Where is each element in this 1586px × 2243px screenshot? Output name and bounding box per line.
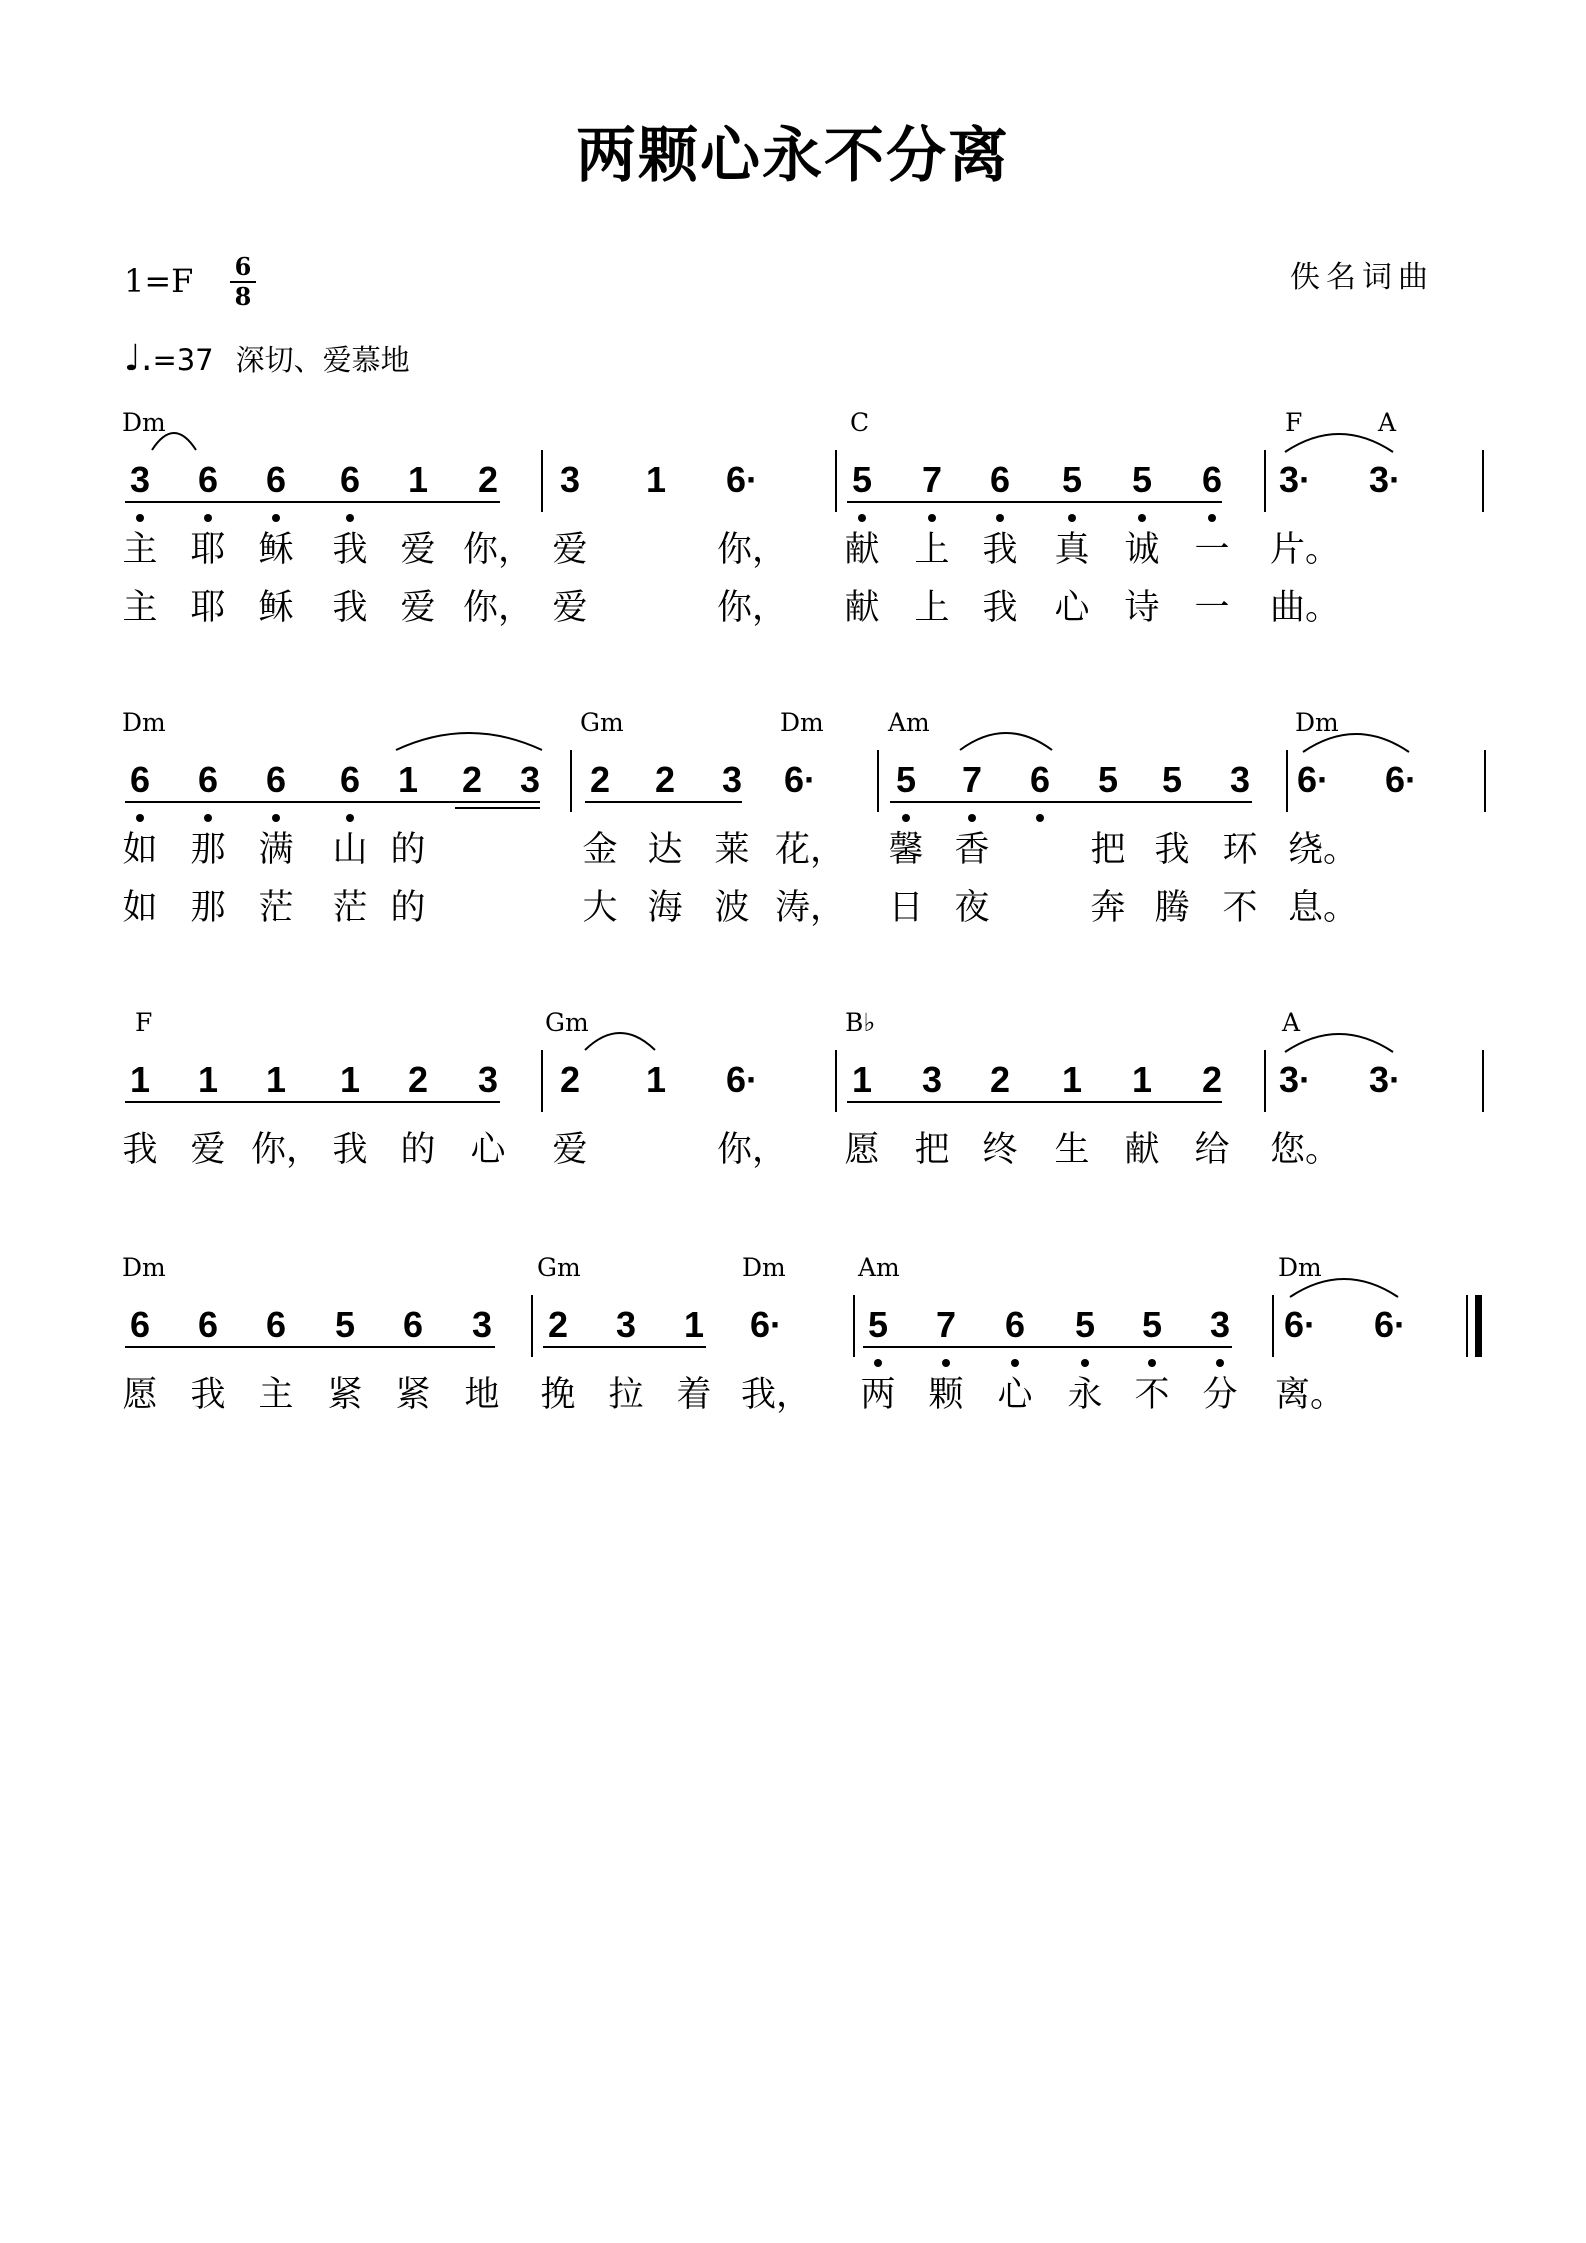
eighth-beam — [125, 801, 540, 803]
chord-symbol: Dm — [1295, 708, 1339, 737]
lyric-syllable: 如 — [122, 888, 158, 928]
lyric-syllable: 爱 — [552, 1130, 588, 1170]
lyric-syllable: 颗 — [928, 1375, 964, 1415]
octave-dot-below — [928, 514, 936, 522]
note: 1 — [1061, 1059, 1083, 1100]
chord-symbol: Dm — [1278, 1253, 1322, 1282]
note: 3 — [129, 459, 151, 500]
note: 2 — [547, 1304, 569, 1345]
lyric-syllable: 诚 — [1124, 530, 1160, 570]
lyric-syllable: 愿 — [122, 1375, 158, 1415]
barline — [1484, 750, 1486, 812]
lyric-syllable: 绕。 — [1288, 830, 1359, 870]
note: 1 — [129, 1059, 151, 1100]
lyric-syllable: 我 — [190, 1375, 226, 1415]
note: 2 — [989, 1059, 1011, 1100]
octave-dot-below — [902, 814, 910, 822]
lyric-syllable: 爱 — [552, 588, 588, 628]
note: 6 — [129, 759, 151, 800]
lyric-syllable: 你， — [251, 1130, 322, 1170]
barline — [570, 750, 572, 812]
note: 1 — [645, 1059, 667, 1100]
lyric-syllable: 腾 — [1154, 888, 1190, 928]
slur — [585, 1033, 655, 1050]
lyric-syllable: 馨 — [888, 830, 924, 870]
chord-symbol: Am — [858, 1253, 900, 1282]
octave-dot-below — [1068, 514, 1076, 522]
lyric-syllable: 你， — [463, 588, 534, 628]
note: 3 — [721, 759, 743, 800]
note: 5 — [1097, 759, 1119, 800]
note: 6· — [1384, 759, 1417, 800]
lyric-syllable: 爱 — [400, 588, 436, 628]
note: 3 — [559, 459, 581, 500]
note: 6· — [725, 459, 758, 500]
lyric-syllable: 稣 — [258, 588, 294, 628]
note: 2 — [477, 459, 499, 500]
note: 1 — [397, 759, 419, 800]
note: 5 — [1131, 459, 1153, 500]
eighth-beam — [890, 801, 1252, 803]
note: 1 — [683, 1304, 705, 1345]
lyric-syllable: 挽 — [540, 1375, 576, 1415]
composer-credit: 佚名词曲 — [1290, 260, 1434, 295]
lyric-syllable: 爱 — [400, 530, 436, 570]
note: 6 — [197, 459, 219, 500]
octave-dot-below — [874, 1359, 882, 1367]
lyric-syllable: 爱 — [552, 530, 588, 570]
lyric-syllable: 的 — [400, 1130, 436, 1170]
lyric-syllable: 献 — [844, 530, 880, 570]
note: 3· — [1278, 1059, 1311, 1100]
lyric-syllable: 奔 — [1090, 888, 1126, 928]
note: 5 — [895, 759, 917, 800]
lyric-syllable: 献 — [1124, 1130, 1160, 1170]
expression-text: 深切、爱慕地 — [235, 343, 410, 377]
lyric-syllable: 耶 — [190, 588, 226, 628]
chord-symbol: Gm — [580, 708, 624, 737]
lyric-syllable: 曲。 — [1270, 588, 1341, 628]
octave-dot-below — [1216, 1359, 1224, 1367]
song-title: 两颗心永不分离 — [576, 121, 1010, 191]
lyric-syllable: 我 — [982, 588, 1018, 628]
note: 6 — [265, 759, 287, 800]
note: 6 — [197, 759, 219, 800]
eighth-beam — [847, 501, 1222, 503]
octave-dot-below — [1208, 514, 1216, 522]
eighth-beam — [585, 801, 742, 803]
note: 1 — [851, 1059, 873, 1100]
tempo-value: =37 — [152, 343, 214, 377]
eighth-beam — [847, 1101, 1222, 1103]
lyric-syllable: 的 — [390, 888, 426, 928]
lyric-syllable: 不 — [1134, 1375, 1170, 1415]
lyric-syllable: 金 — [582, 830, 618, 870]
lyric-syllable: 如 — [122, 830, 158, 870]
note: 6 — [339, 459, 361, 500]
lyric-syllable: 上 — [914, 588, 950, 628]
note: 3 — [1209, 1304, 1231, 1345]
lyric-syllable: 紧 — [327, 1375, 363, 1415]
note: 6 — [402, 1304, 424, 1345]
note: 6· — [1373, 1304, 1406, 1345]
octave-dot-below — [346, 514, 354, 522]
note: 2 — [1201, 1059, 1223, 1100]
lyric-syllable: 终 — [982, 1130, 1018, 1170]
note: 3· — [1368, 459, 1401, 500]
note: 1 — [339, 1059, 361, 1100]
note: 3 — [519, 759, 541, 800]
lyric-syllable: 把 — [1090, 830, 1126, 870]
lyric-syllable: 心 — [1054, 588, 1090, 628]
lyric-syllable: 主 — [122, 530, 158, 570]
lyric-syllable: 把 — [914, 1130, 950, 1170]
octave-dot-below — [136, 514, 144, 522]
lyric-syllable: 心 — [997, 1375, 1033, 1415]
lyric-syllable: 上 — [914, 530, 950, 570]
note: 6 — [265, 1304, 287, 1345]
chord-symbol: Dm — [122, 708, 166, 737]
note: 3 — [471, 1304, 493, 1345]
note: 7 — [921, 459, 943, 500]
lyric-syllable: 茫 — [258, 888, 294, 928]
note: 1 — [197, 1059, 219, 1100]
lyric-syllable: 我 — [1154, 830, 1190, 870]
lyric-syllable: 着 — [676, 1375, 712, 1415]
dotted-quarter-note-icon: ♩. — [124, 338, 153, 379]
note: 3 — [921, 1059, 943, 1100]
lyric-syllable: 你， — [463, 530, 534, 570]
note: 1 — [1131, 1059, 1153, 1100]
note: 5 — [334, 1304, 356, 1345]
note: 2 — [407, 1059, 429, 1100]
lyric-syllable: 给 — [1194, 1130, 1230, 1170]
lyric-syllable: 波 — [714, 888, 750, 928]
note: 6· — [783, 759, 816, 800]
note: 6 — [129, 1304, 151, 1345]
note: 5 — [1141, 1304, 1163, 1345]
octave-dot-below — [136, 814, 144, 822]
lyric-syllable: 片。 — [1270, 530, 1341, 570]
chord-symbol: Gm — [545, 1008, 589, 1037]
octave-dot-below — [1148, 1359, 1156, 1367]
note: 5 — [851, 459, 873, 500]
note: 2 — [559, 1059, 581, 1100]
lyric-syllable: 那 — [190, 830, 226, 870]
chord-symbol: Dm — [122, 1253, 166, 1282]
chord-symbol: A — [1282, 1008, 1301, 1037]
octave-dot-below — [204, 814, 212, 822]
lyric-syllable: 环 — [1222, 830, 1258, 870]
lyric-syllable: 离。 — [1275, 1375, 1346, 1415]
lyric-syllable: 分 — [1202, 1375, 1238, 1415]
lyric-syllable: 紧 — [395, 1375, 431, 1415]
lyric-syllable: 稣 — [258, 530, 294, 570]
chord-symbol: A — [1378, 408, 1397, 437]
lyric-syllable: 永 — [1067, 1375, 1103, 1415]
final-barline-thick — [1475, 1295, 1482, 1357]
lyric-syllable: 我 — [122, 1130, 158, 1170]
eighth-beam — [125, 501, 500, 503]
octave-dot-below — [1036, 814, 1044, 822]
lyric-syllable: 主 — [122, 588, 158, 628]
octave-dot-below — [996, 514, 1004, 522]
key-signature: 1=F — [124, 262, 194, 300]
note: 6· — [1283, 1304, 1316, 1345]
chord-symbol: Gm — [537, 1253, 581, 1282]
lyric-syllable: 我 — [332, 1130, 368, 1170]
octave-dot-below — [858, 514, 866, 522]
lyric-syllable: 你， — [717, 1130, 788, 1170]
slur — [396, 733, 542, 750]
lyric-syllable: 生 — [1054, 1130, 1090, 1170]
lyric-syllable: 茫 — [332, 888, 368, 928]
note: 1 — [407, 459, 429, 500]
note: 5 — [1161, 759, 1183, 800]
lyric-syllable: 拉 — [608, 1375, 644, 1415]
chord-symbol: F — [135, 1008, 153, 1037]
eighth-beam — [125, 1346, 495, 1348]
barline — [1264, 1050, 1266, 1112]
slur — [960, 733, 1052, 750]
chord-symbol: Dm — [780, 708, 824, 737]
note: 3 — [1229, 759, 1251, 800]
lyric-syllable: 我 — [332, 530, 368, 570]
chord-symbol: C — [850, 408, 870, 437]
barline — [877, 750, 879, 812]
lyric-syllable: 献 — [844, 588, 880, 628]
lyric-syllable: 香 — [954, 830, 990, 870]
octave-dot-below — [272, 814, 280, 822]
note: 2 — [654, 759, 676, 800]
chord-symbol: Am — [888, 708, 930, 737]
barline — [541, 1050, 543, 1112]
barline — [1272, 1295, 1274, 1357]
lyric-syllable: 日 — [888, 888, 924, 928]
note: 3· — [1278, 459, 1311, 500]
lyric-syllable: 愿 — [844, 1130, 880, 1170]
barline — [853, 1295, 855, 1357]
lyric-syllable: 耶 — [190, 530, 226, 570]
barline — [1286, 750, 1288, 812]
note: 7 — [935, 1304, 957, 1345]
lyric-syllable: 诗 — [1124, 588, 1160, 628]
lyric-syllable: 爱 — [190, 1130, 226, 1170]
chord-symbol: B♭ — [845, 1008, 876, 1037]
lyric-syllable: 山 — [332, 830, 368, 870]
barline — [541, 450, 543, 512]
meter-denominator: 8 — [234, 282, 252, 311]
meter-numerator: 6 — [234, 252, 252, 281]
lyric-syllable: 心 — [470, 1130, 506, 1170]
barline — [1482, 450, 1484, 512]
tie — [1285, 1034, 1393, 1052]
octave-dot-below — [346, 814, 354, 822]
lyric-syllable: 你， — [717, 588, 788, 628]
note: 6· — [725, 1059, 758, 1100]
note: 6 — [197, 1304, 219, 1345]
final-barline-thin — [1466, 1295, 1468, 1357]
octave-dot-below — [968, 814, 976, 822]
lyric-syllable: 主 — [258, 1375, 294, 1415]
lyric-syllable: 海 — [647, 888, 683, 928]
barline — [835, 450, 837, 512]
barline — [1482, 1050, 1484, 1112]
chord-symbol: Dm — [122, 408, 166, 437]
lyric-syllable: 我 — [332, 588, 368, 628]
octave-dot-below — [1011, 1359, 1019, 1367]
octave-dot-below — [1081, 1359, 1089, 1367]
lyric-syllable: 地 — [464, 1375, 500, 1415]
lyric-syllable: 一 — [1194, 530, 1230, 570]
note: 1 — [265, 1059, 287, 1100]
lyric-syllable: 真 — [1054, 530, 1090, 570]
lyric-syllable: 的 — [390, 830, 426, 870]
lyric-syllable: 那 — [190, 888, 226, 928]
lyric-syllable: 满 — [258, 830, 294, 870]
lyric-syllable: 不 — [1222, 888, 1258, 928]
note: 2 — [589, 759, 611, 800]
note: 6· — [1296, 759, 1329, 800]
note: 7 — [961, 759, 983, 800]
note: 6 — [1029, 759, 1051, 800]
note: 2 — [461, 759, 483, 800]
note: 3· — [1368, 1059, 1401, 1100]
chord-symbol: Dm — [742, 1253, 786, 1282]
lyric-syllable: 我 — [982, 530, 1018, 570]
note: 1 — [645, 459, 667, 500]
lyric-syllable: 达 — [647, 830, 683, 870]
note: 5 — [1074, 1304, 1096, 1345]
octave-dot-below — [942, 1359, 950, 1367]
octave-dot-below — [1138, 514, 1146, 522]
lyric-syllable: 您。 — [1270, 1130, 1341, 1170]
octave-dot-below — [272, 514, 280, 522]
eighth-beam — [125, 1101, 500, 1103]
lyric-syllable: 莱 — [714, 830, 750, 870]
lyric-syllable: 一 — [1194, 588, 1230, 628]
lyric-syllable: 夜 — [954, 888, 990, 928]
note: 6· — [749, 1304, 782, 1345]
note: 5 — [867, 1304, 889, 1345]
lyric-syllable: 息。 — [1288, 888, 1359, 928]
barline — [1264, 450, 1266, 512]
note: 6 — [339, 759, 361, 800]
sixteenth-beam — [455, 807, 540, 809]
octave-dot-below — [204, 514, 212, 522]
lyric-syllable: 我， — [741, 1375, 812, 1415]
eighth-beam — [863, 1346, 1232, 1348]
barline — [835, 1050, 837, 1112]
note: 6 — [989, 459, 1011, 500]
note: 5 — [1061, 459, 1083, 500]
barline — [531, 1295, 533, 1357]
note: 3 — [477, 1059, 499, 1100]
lyric-syllable: 两 — [860, 1375, 896, 1415]
lyric-syllable: 花， — [775, 830, 846, 870]
note: 3 — [615, 1304, 637, 1345]
eighth-beam — [543, 1346, 706, 1348]
lyric-syllable: 大 — [582, 888, 618, 928]
note: 6 — [265, 459, 287, 500]
chord-symbol: F — [1285, 408, 1303, 437]
lyric-syllable: 你， — [717, 530, 788, 570]
note: 6 — [1201, 459, 1223, 500]
lyric-syllable: 涛， — [775, 888, 846, 928]
note: 6 — [1004, 1304, 1026, 1345]
